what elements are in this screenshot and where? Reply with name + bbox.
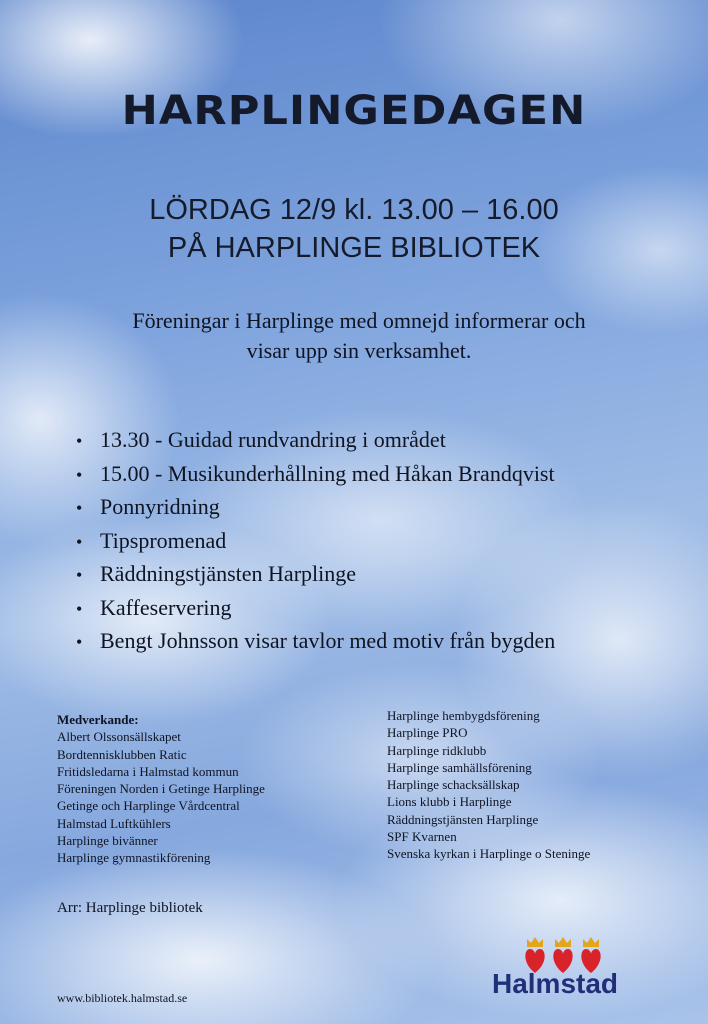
bullet-icon: • xyxy=(76,464,83,485)
contributor-item: Getinge och Harplinge Vårdcentral xyxy=(57,798,240,814)
poster-title: HARPLINGEDAGEN xyxy=(121,88,587,134)
program-item xyxy=(76,558,555,592)
contributor-item: Lions klubb i Harplinge xyxy=(387,794,512,810)
program-item xyxy=(76,625,555,659)
bullet-icon: • xyxy=(76,632,83,652)
intro-text xyxy=(60,306,658,366)
contributor-item: Harplinge PRO xyxy=(387,725,468,741)
organizer-text: Arr: Harplinge bibliotek xyxy=(57,900,203,916)
contributor-item: Räddningstjänsten Harplinge xyxy=(387,811,539,827)
bullet-icon: • xyxy=(76,431,83,451)
program-item xyxy=(76,491,555,525)
program-item-text: Ponnyridning xyxy=(100,494,220,519)
contributor-item: SPF Kvarnen xyxy=(387,829,457,845)
halmstad-logo xyxy=(480,935,630,1005)
contributor-item: Halmstad Luftkühlers xyxy=(57,815,171,831)
contributor-item: Albert Olssonsällskapet xyxy=(57,729,181,745)
program-item-text: 15.00 - Musikunderhållning med Håkan Brandqvist xyxy=(100,460,555,486)
location-line: PÅ HARPLINGE BIBLIOTEK xyxy=(167,232,541,264)
program-list xyxy=(76,424,555,659)
date-line: LÖRDAG 12/9 kl. 13.00 – 16.00 xyxy=(149,194,559,226)
contributor-item: Harplinge gymnastikförening xyxy=(57,850,211,866)
program-item-text: Tipspromenad xyxy=(100,527,227,553)
program-item-text: Räddningstjänsten Harplinge xyxy=(100,561,357,586)
contributor-item: Fritidsledarna i Halmstad kommun xyxy=(57,763,239,779)
bullet-icon: • xyxy=(76,498,83,518)
contributors-left-column xyxy=(57,711,265,867)
contributor-item: Svenska kyrkan i Harplinge o Steninge xyxy=(387,846,591,862)
intro-line: Föreningar i Harplinge med omnejd informerar och xyxy=(132,308,586,333)
contributor-item: Bordtennisklubben Ratic xyxy=(57,746,187,762)
contributor-item: Föreningen Norden i Getinge Harplinge xyxy=(57,781,265,797)
program-item-text: Bengt Johnsson visar tavlor med motiv från bygden xyxy=(100,628,556,653)
program-item xyxy=(76,525,555,559)
program-item xyxy=(76,458,555,492)
contributor-item: Harplinge hembygdsförening xyxy=(387,708,540,723)
bullet-icon: • xyxy=(76,598,83,619)
bullet-icon: • xyxy=(76,565,83,585)
contributor-item: Harplinge ridklubb xyxy=(387,742,487,758)
logo-text: Halmstad xyxy=(491,968,619,999)
contributor-item: Harplinge schacksällskap xyxy=(387,777,520,793)
program-item xyxy=(76,592,555,626)
intro-line: visar upp sin verksamhet. xyxy=(246,338,472,363)
bullet-icon: • xyxy=(76,531,83,552)
program-item-text: 13.30 - Guidad rundvandring i området xyxy=(100,427,446,452)
program-item xyxy=(76,424,555,458)
contributors-right-column xyxy=(387,707,590,863)
website-link[interactable]: www.bibliotek.halmstad.se xyxy=(57,991,188,1005)
program-item-text: Kaffeservering xyxy=(100,594,232,620)
contributor-item: Harplinge bivänner xyxy=(57,833,158,849)
contributor-item: Harplinge samhällsförening xyxy=(387,759,532,775)
contributors-heading: Medverkande: xyxy=(57,712,139,727)
